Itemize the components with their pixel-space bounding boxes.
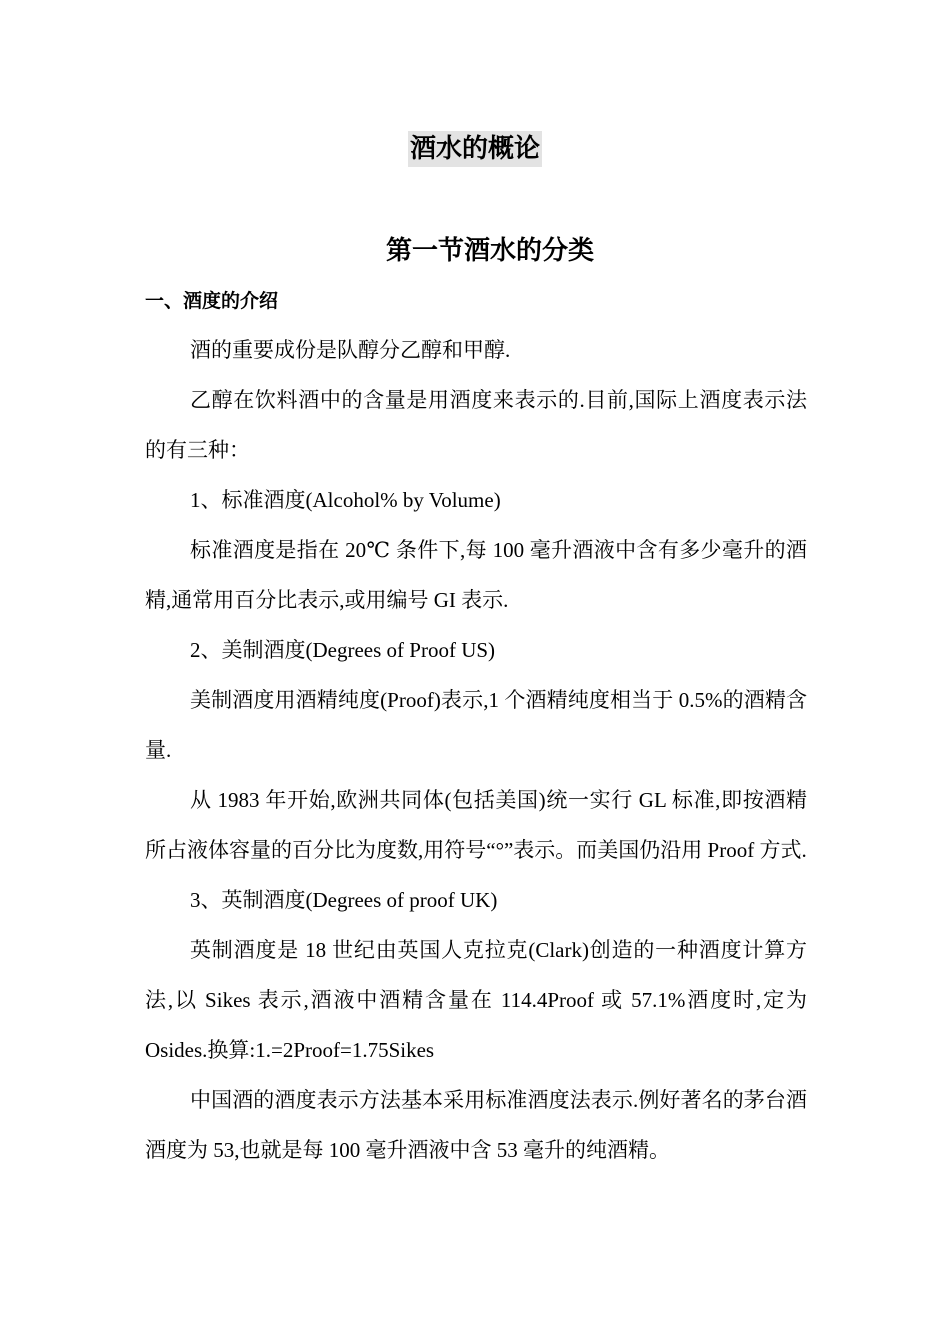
body-text xyxy=(145,325,807,1175)
subsection-heading: 一、酒度的介绍 xyxy=(145,290,279,312)
section-title: 第一节酒水的分类 xyxy=(385,236,594,266)
paragraph-standard-degree: 标准酒度是指在 20℃ 条件下,每 100 毫升酒液中含有多少毫升的酒精,通常用百分比表示,或用编号 GI 表示. xyxy=(145,538,807,612)
document-title-text: 酒水的概论 xyxy=(408,131,542,167)
paragraph-uk-proof: 英制酒度是 18 世纪由英国人克拉克(Clark)创造的一种酒度计算方法,以 Sikes 表示,酒液中酒精含量在 114.4Proof 或 57.1%酒度时,定为 Osides.换算:1.=2Proof=1.75Sikes xyxy=(145,938,807,1062)
paragraph-three-methods: 乙醇在饮料酒中的含量是用酒度来表示的.目前,国际上酒度表示法的有三种： xyxy=(145,388,807,462)
paragraph-gl-standard: 从 1983 年开始,欧洲共同体(包括美国)统一实行 GL 标准,即按酒精所占液体容量的百分比为度数,用符号“°”表示。而美国仍沿用 Proof 方式. xyxy=(145,788,807,862)
paragraph-us-proof: 美制酒度用酒精纯度(Proof)表示,1 个酒精纯度相当于 0.5%的酒精含量. xyxy=(145,688,807,762)
paragraph-main-components: 酒的重要成份是队醇分乙醇和甲醇. xyxy=(190,338,511,362)
paragraph-china-standard: 中国酒的酒度表示方法基本采用标准酒度法表示.例好著名的茅台酒酒度为 53,也就是每 100 毫升酒液中含 53 毫升的纯酒精。 xyxy=(145,1088,807,1162)
document-title xyxy=(0,128,950,167)
item-uk-proof-heading: 3、英制酒度(Degrees of proof UK) xyxy=(190,888,498,912)
item-standard-degree-heading: 1、标准酒度(Alcohol% by Volume) xyxy=(190,488,501,512)
item-us-proof-heading: 2、美制酒度(Degrees of Proof US) xyxy=(190,638,496,662)
